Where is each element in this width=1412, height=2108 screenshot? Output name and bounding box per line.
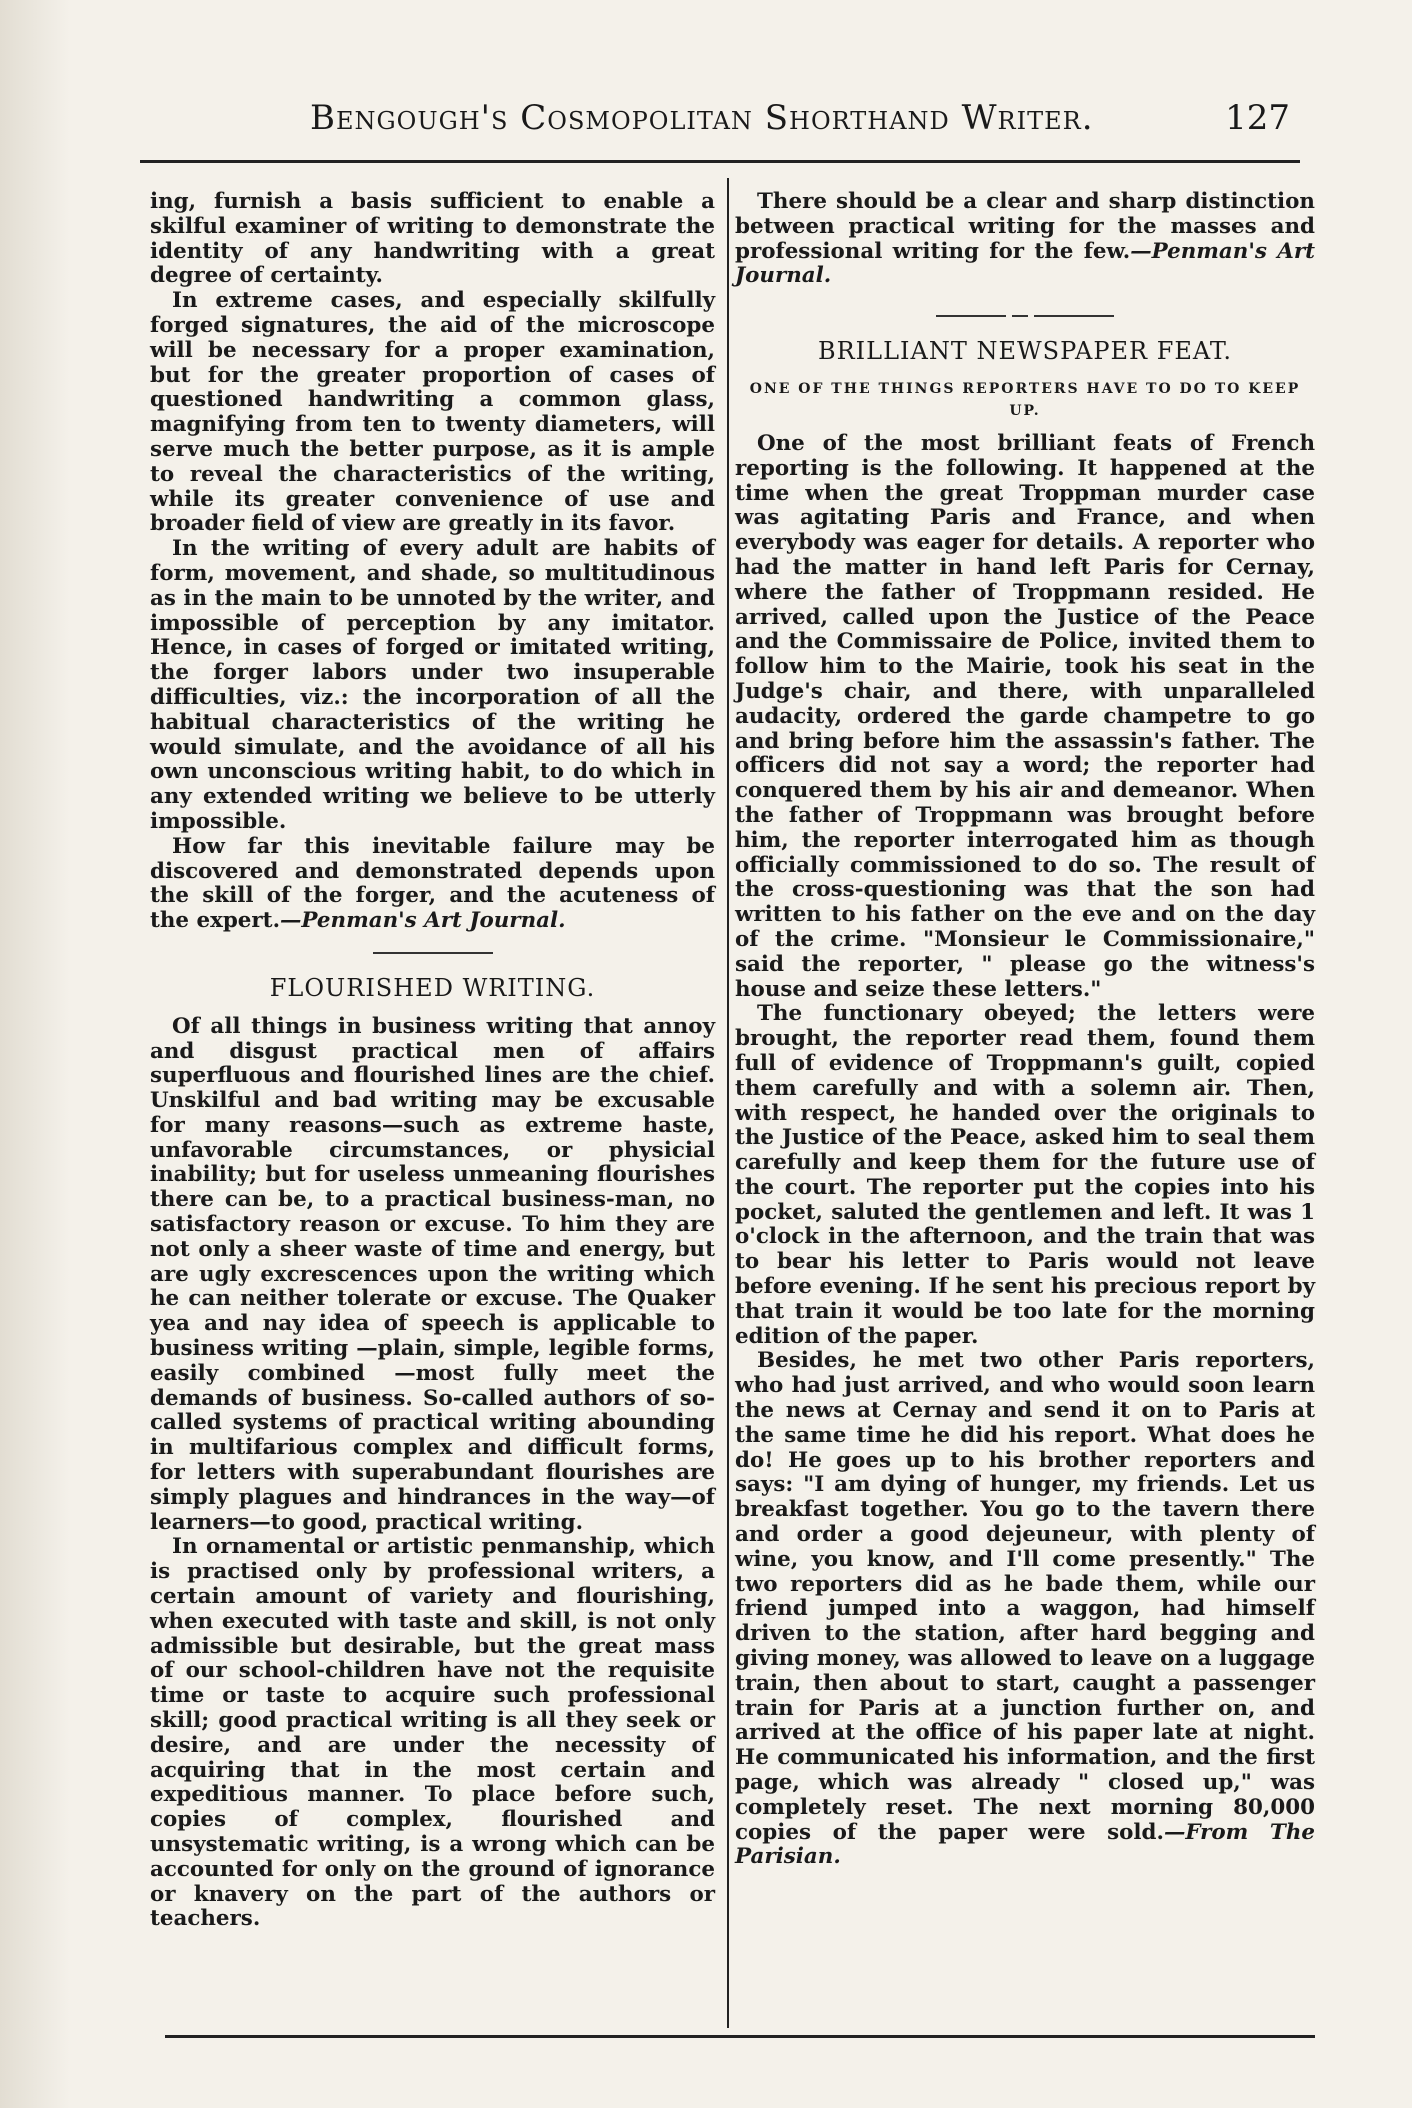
section-rule xyxy=(735,315,1315,317)
rule-segment xyxy=(936,315,1006,317)
running-title: Bengough's Cosmopolitan Shorthand Writer. xyxy=(310,98,1094,138)
page-number: 127 xyxy=(1225,98,1290,138)
section-heading: FLOURISHED WRITING. xyxy=(269,973,596,1002)
left-column xyxy=(150,190,715,1932)
paragraph: Of all things in business writing that annoy and disgust practical men of affairs superfluous and flourished lines are the chief. Unskilful and bad writing may be excusable for many reasons—such as extreme haste, unfavorable circumstances, or physicial inability; but for useless unmeaning flourishes there can be, to a practical business-man, no satisfactory reason or excuse. To him they are not only a sheer waste of time and energy, but are ugly excrescences upon the writing which he can neither tolerate or excuse. The Quaker yea and nay idea of speech is applicable to business writing —plain, simple, legible forms, easily combined —most fully meet the demands of business. So-called authors of so-called systems of practical writing abounding in multifarious complex and difficult forms, for letters with superabundant flourishes are simply plagues and hindrances in the way—of learners—to good, practical writing. xyxy=(150,1013,715,1535)
footer-rule xyxy=(165,2035,1315,2038)
paragraph: In the writing of every adult are habits of form, movement, and shade, so multitudinous as in the main to be unnoted by the writer, and impossible of perception by any imitator. Hence, in cases of forged or imitated writing, the forger labors under two insuperable difficulties, viz.: the incorporation of all the habitual characteristics of the writing he would simulate, and the avoidance of all his own unconscious writing habit, to do which in any extended writing we believe to be utterly impossible. xyxy=(150,536,715,834)
rule-segment xyxy=(1012,315,1028,317)
paragraph xyxy=(735,1349,1315,1870)
section-subheading: ONE OF THE THINGS REPORTERS HAVE TO DO TO KEEP UP. xyxy=(749,380,1301,419)
rule-segment xyxy=(1034,315,1114,317)
paragraph: In extreme cases, and especially skilfully forged signatures, the aid of the microscope will be necessary for a proper examination, but for the greater proportion of cases of questioned handwriting a common glass, magnifying from ten to twenty diameters, will serve much the better purpose, as it is ample to reveal the characteristics of the writing, while its greater convenience of use and broader field of view are greatly in its favor. xyxy=(150,288,715,537)
paragraph: One of the most brilliant feats of French reporting is the following. It happened at the time when the great Troppman murder case was agitating Paris and France, and when everybody was eager for details. A reporter who had the matter in hand left Paris for Cernay, where the father of Troppmann resided. He arrived, called upon the Justice of the Peace and the Commissaire de Police, invited them to follow him to the Mairie, took his seat in the Judge's chair, and there, with unparalleled audacity, ordered the garde champetre to go and bring before him the assassin's father. The officers did not say a word; the reporter had conquered them by his air and demeanor. When the father of Troppmann was brought before him, the reporter interrogated him as though officially commissioned to do so. The result of the cross-questioning was that the son had written to his father on the eve and on the day of the crime. "Monsieur le Commissionaire," said the reporter, " please go the witness's house and seize these letters." xyxy=(735,430,1315,1002)
section-heading: BRILLIANT NEWSPAPER FEAT. xyxy=(817,337,1233,366)
paragraph: The functionary obeyed; the letters were brought, the reporter read them, found them full of evidence of Troppmann's guilt, copied them carefully and with a solemn air. Then, with respect, he handed over the originals to the Justice of the Peace, asked him to seal them carefully and keep them for the future use of the court. The reporter put the copies into his pocket, saluted the gentlemen and left. It was 1 o'clock in the afternoon, and the train that was to bear his letter to Paris would not leave before evening. If he sent his precious report by that train it would be too late for the morning edition of the paper. xyxy=(735,1001,1315,1349)
source-citation: —Penman's Art Journal. xyxy=(280,908,566,934)
section-rule xyxy=(373,952,493,954)
header-rule xyxy=(140,160,1300,163)
column-divider xyxy=(727,178,729,2028)
source-citation: —Penman's Art Journal. xyxy=(735,238,1315,289)
right-column xyxy=(735,190,1315,1870)
paragraph xyxy=(735,190,1315,289)
paragraph: ing, furnish a basis sufficient to enable a skilful examiner of writing to demonstrate the identity of any handwriting with a great degree of certainty. xyxy=(150,189,715,289)
source-citation: —From The Parisian. xyxy=(735,1819,1315,1870)
paragraph-text: There should be a clear and sharp distinction between practical writing for the masses and professional writing for the few. xyxy=(735,189,1315,264)
paragraph: In ornamental or artistic penmanship, which is practised only by professional writers, a certain amount of variety and flourishing, when executed with taste and skill, is not only admissible but desirable, but the great mass of our school-children have not the requisite time or taste to acquire such professional skill; good practical writing is all they seek or desire, and are under the necessity of acquiring that in the most certain and expeditious manner. To place before such, copies of complex, flourished and unsystematic writing, is a wrong which can be accounted for only on the ground of ignorance or knavery on the part of the authors or teachers. xyxy=(150,1534,715,1932)
paragraph-text: How far this inevitable failure may be discovered and demonstrated depends upon the skill of the forger, and the acuteness of the expert. xyxy=(150,833,715,934)
paragraph xyxy=(150,835,715,934)
paragraph-text: Besides, he met two other Paris reporters, who had just arrived, and who would soon learn the news at Cernay and send it on to Paris at the same time he did his report. What does he do! He goes up to his brother reporters and says: "I am dying of hunger, my friends. Let us breakfast together. You go to the tavern there and order a good dejeuneur, with plenty of wine, you know, and I'll come presently." The two reporters did as he bade them, while our friend jumped into a waggon, had himself driven to the station, after hard begging and giving money, was allowed to leave on a luggage train, then about to start, caught a passenger train for Paris at a junction further on, and arrived at the office of his paper late at night. He communicated his information, and the first page, which was already " closed up," was completely reset. The next morning 80,000 copies of the paper were sold. xyxy=(735,1348,1315,1845)
page-binding-edge xyxy=(0,0,70,2108)
running-header xyxy=(160,98,1300,148)
